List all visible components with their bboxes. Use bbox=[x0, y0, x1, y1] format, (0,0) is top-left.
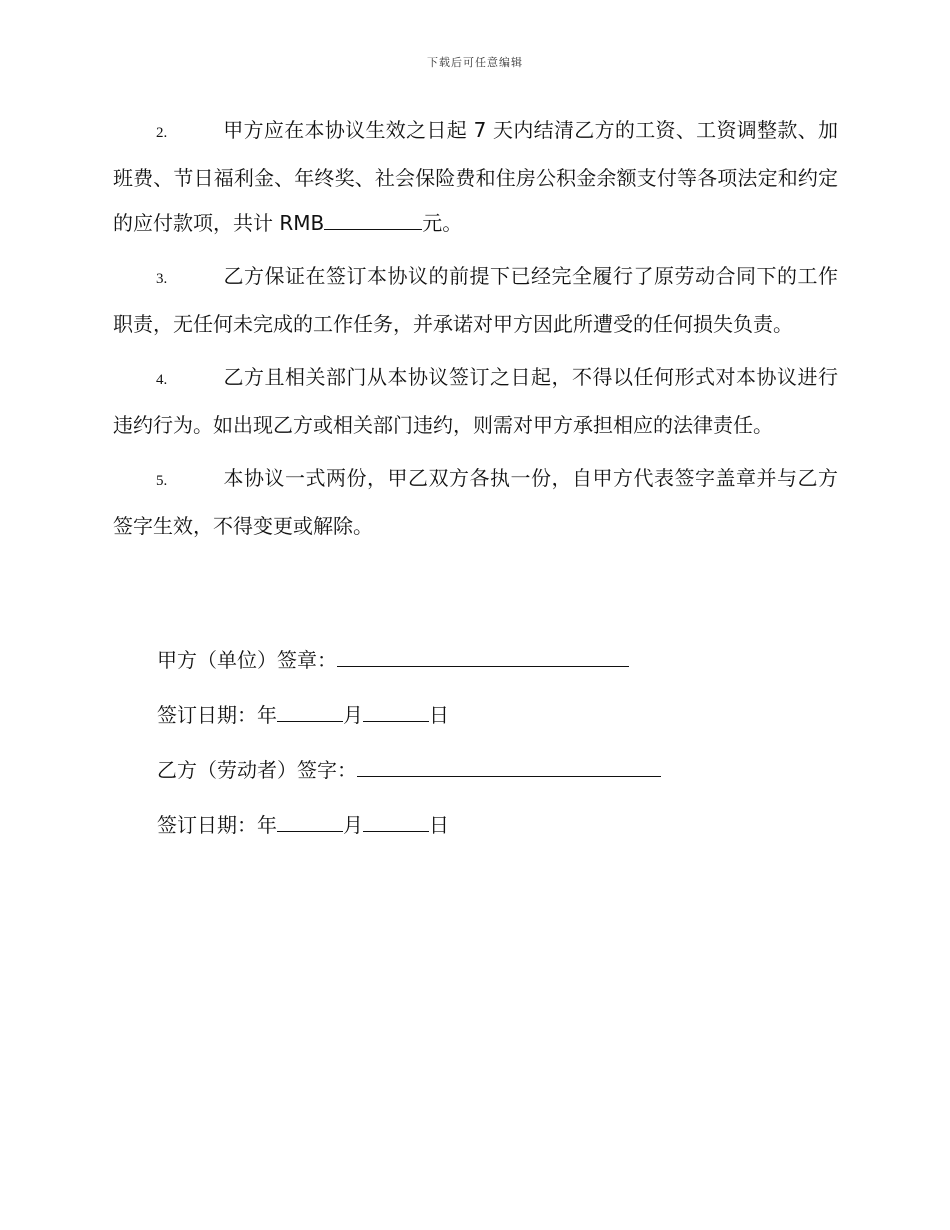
clause-number: 5. bbox=[156, 473, 168, 489]
clause-number: 3. bbox=[156, 271, 168, 287]
day-label: 日 bbox=[429, 813, 449, 837]
clause-text: 甲方应在本协议生效之日起 7 天内结清乙方的工资、工资调整款、加班费、节日福利金、年终奖、社会保险费和住房公积金余额支付等各项法定和约定的应付款项，共计 RMB bbox=[113, 118, 838, 235]
clause-3 bbox=[113, 254, 838, 347]
party-a-label: 甲方（单位）签章： bbox=[157, 648, 337, 672]
party-b-label: 乙方（劳动者）签字： bbox=[157, 758, 357, 782]
month-blank bbox=[277, 699, 343, 722]
clause-text: 本协议一式两份，甲乙双方各执一份，自甲方代表签字盖章并与乙方签字生效，不得变更或解除。 bbox=[113, 466, 838, 538]
party-a-signature-line bbox=[157, 640, 857, 695]
day-blank bbox=[363, 699, 429, 722]
party-a-signature-blank bbox=[337, 644, 629, 667]
clause-2 bbox=[113, 108, 838, 246]
clause-text: 乙方且相关部门从本协议签订之日起，不得以任何形式对本协议进行违约行为。如出现乙方或相关部门违约，则需对甲方承担相应的法律责任。 bbox=[113, 365, 838, 437]
month-blank bbox=[277, 809, 343, 832]
date-label: 签订日期： bbox=[157, 703, 257, 727]
clause-number: 4. bbox=[156, 372, 168, 388]
date-label: 签订日期： bbox=[157, 813, 257, 837]
signature-block bbox=[157, 640, 857, 860]
document-body bbox=[113, 108, 838, 557]
clause-number: 2. bbox=[156, 125, 168, 141]
party-b-signature-line bbox=[157, 750, 857, 805]
day-label: 日 bbox=[429, 703, 449, 727]
party-b-date-line bbox=[157, 805, 857, 860]
header-note: 下载后可任意编辑 bbox=[427, 56, 523, 69]
clause-4 bbox=[113, 355, 838, 448]
year-label: 年 bbox=[257, 703, 277, 727]
party-a-date-line bbox=[157, 695, 857, 750]
month-label: 月 bbox=[343, 813, 363, 837]
clause-5 bbox=[113, 456, 838, 549]
party-b-signature-blank bbox=[357, 754, 661, 777]
year-label: 年 bbox=[257, 813, 277, 837]
clause-text-end: 元。 bbox=[422, 211, 463, 235]
day-blank bbox=[363, 809, 429, 832]
month-label: 月 bbox=[343, 703, 363, 727]
amount-blank bbox=[324, 211, 422, 230]
clause-text: 乙方保证在签订本协议的前提下已经完全履行了原劳动合同下的工作职责，无任何未完成的工作任务，并承诺对甲方因此所遭受的任何损失负责。 bbox=[113, 264, 838, 336]
